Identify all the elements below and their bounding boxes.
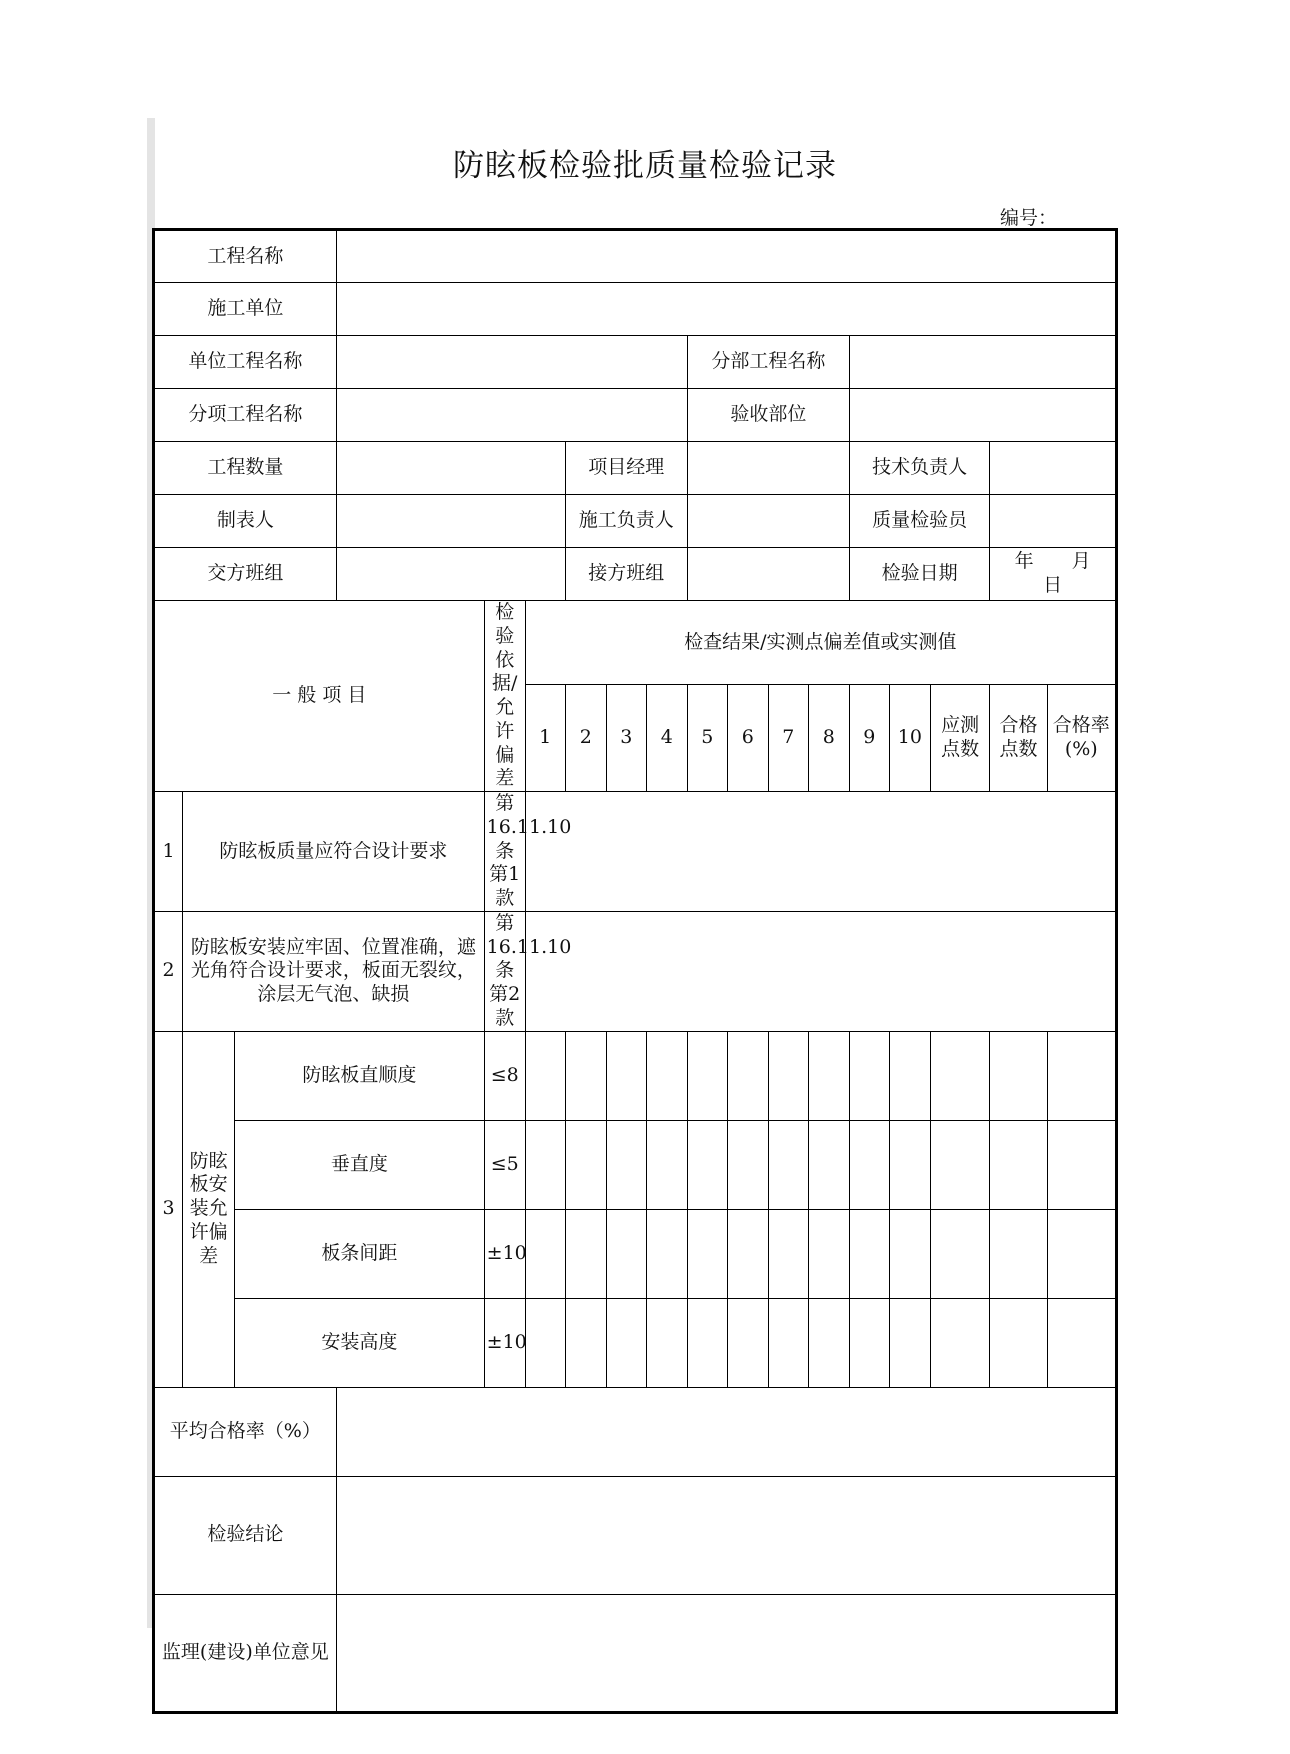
- deviation-item-name: 安装高度: [235, 1298, 485, 1387]
- measure-cell[interactable]: [687, 1298, 727, 1387]
- contractor-label: 施工单位: [154, 283, 337, 336]
- measure-cell[interactable]: [687, 1120, 727, 1209]
- measure-cell[interactable]: [525, 1031, 565, 1120]
- unit-project-field[interactable]: [336, 336, 687, 389]
- quantity-label: 工程数量: [154, 442, 337, 495]
- conclusion-label: 检验结论: [154, 1476, 337, 1594]
- item-number: 3: [154, 1031, 183, 1387]
- deviation-tolerance: ±10: [484, 1298, 525, 1387]
- measure-cell[interactable]: [808, 1209, 849, 1298]
- deviation-tolerance: ≤5: [484, 1120, 525, 1209]
- supervision-opinion-field[interactable]: [336, 1594, 1116, 1712]
- quality-inspector-field[interactable]: [990, 495, 1117, 548]
- item-basis: 第16.11.10条第2款: [484, 911, 525, 1031]
- measured-points-header: 应测点数: [930, 685, 989, 792]
- acceptance-part-field[interactable]: [849, 389, 1116, 442]
- item-number: 1: [154, 792, 183, 912]
- construction-lead-label: 施工负责人: [565, 495, 687, 548]
- project-name-label: 工程名称: [154, 230, 337, 283]
- measure-cell[interactable]: [646, 1298, 687, 1387]
- project-manager-label: 项目经理: [565, 442, 687, 495]
- preparer-field[interactable]: [336, 495, 565, 548]
- item-project-label: 分项工程名称: [154, 389, 337, 442]
- inspection-date-label: 检验日期: [849, 548, 989, 601]
- project-name-field[interactable]: [336, 230, 1116, 283]
- measure-cell[interactable]: [727, 1298, 768, 1387]
- receiving-team-label: 接方班组: [565, 548, 687, 601]
- deviation-item-name: 防眩板直顺度: [235, 1031, 485, 1120]
- inspection-date-field[interactable]: 年 月 日: [990, 548, 1117, 601]
- measure-cell[interactable]: [687, 1209, 727, 1298]
- measure-cell[interactable]: [849, 1298, 889, 1387]
- preparer-label: 制表人: [154, 495, 337, 548]
- results-header: 检查结果/实测点偏差值或实测值: [525, 601, 1116, 685]
- pass-rate-cell[interactable]: [1047, 1298, 1116, 1387]
- pass-rate-cell[interactable]: [1047, 1031, 1116, 1120]
- contractor-field[interactable]: [336, 283, 1116, 336]
- measure-cell[interactable]: [606, 1120, 646, 1209]
- qualified-points-cell[interactable]: [990, 1031, 1047, 1120]
- item-number: 2: [154, 911, 183, 1031]
- measure-cell[interactable]: [646, 1120, 687, 1209]
- item-basis: 第16.11.10条第1款: [484, 792, 525, 912]
- deviation-item-name: 板条间距: [235, 1209, 485, 1298]
- measure-cell[interactable]: [565, 1209, 606, 1298]
- avg-pass-rate-label: 平均合格率（%）: [154, 1387, 337, 1476]
- qualified-points-header: 合格点数: [990, 685, 1047, 792]
- general-items-header: 一 般 项 目: [154, 601, 485, 792]
- measure-cell[interactable]: [565, 1298, 606, 1387]
- measure-cell[interactable]: [768, 1209, 808, 1298]
- measure-cell[interactable]: [525, 1298, 565, 1387]
- point-header: 10: [889, 685, 930, 792]
- inspection-record-table: [152, 228, 1129, 1714]
- measure-cell[interactable]: [646, 1031, 687, 1120]
- acceptance-part-label: 验收部位: [687, 389, 849, 442]
- measure-cell[interactable]: [808, 1298, 849, 1387]
- point-header: 1: [525, 685, 565, 792]
- qualified-points-cell[interactable]: [990, 1120, 1047, 1209]
- measure-cell[interactable]: [889, 1031, 930, 1120]
- measure-cell[interactable]: [727, 1209, 768, 1298]
- project-manager-field[interactable]: [687, 442, 849, 495]
- point-header: 4: [646, 685, 687, 792]
- measure-cell[interactable]: [687, 1031, 727, 1120]
- measure-cell[interactable]: [565, 1031, 606, 1120]
- point-header: 7: [768, 685, 808, 792]
- measure-cell[interactable]: [525, 1120, 565, 1209]
- supervision-opinion-label: 监理(建设)单位意见: [154, 1594, 337, 1712]
- measured-points-cell[interactable]: [930, 1298, 989, 1387]
- document-number-label: 编号：: [1000, 207, 1058, 229]
- measure-cell[interactable]: [849, 1031, 889, 1120]
- measure-cell[interactable]: [727, 1120, 768, 1209]
- pass-rate-header: 合格率(%): [1047, 685, 1116, 792]
- measure-cell[interactable]: [525, 1209, 565, 1298]
- handover-team-label: 交方班组: [154, 548, 337, 601]
- measure-cell[interactable]: [889, 1120, 930, 1209]
- deviation-item-name: 垂直度: [235, 1120, 485, 1209]
- unit-project-label: 单位工程名称: [154, 336, 337, 389]
- measured-points-cell[interactable]: [930, 1031, 989, 1120]
- measure-cell[interactable]: [849, 1120, 889, 1209]
- deviation-tolerance: ±10: [484, 1209, 525, 1298]
- measure-cell[interactable]: [606, 1209, 646, 1298]
- measure-cell[interactable]: [889, 1209, 930, 1298]
- measure-cell[interactable]: [808, 1120, 849, 1209]
- measure-cell[interactable]: [889, 1298, 930, 1387]
- point-header: 6: [727, 685, 768, 792]
- measure-cell[interactable]: [849, 1209, 889, 1298]
- quality-inspector-label: 质量检验员: [849, 495, 989, 548]
- item-result-field[interactable]: [525, 911, 1116, 1031]
- item-description: 防眩板安装应牢固、位置准确，遮光角符合设计要求，板面无裂纹，涂层无气泡、缺损: [183, 911, 485, 1031]
- tech-lead-field[interactable]: [990, 442, 1117, 495]
- measure-cell[interactable]: [565, 1120, 606, 1209]
- point-header: 9: [849, 685, 889, 792]
- item-result-field[interactable]: [525, 792, 1116, 912]
- point-header: 2: [565, 685, 606, 792]
- point-header: 5: [687, 685, 727, 792]
- conclusion-field[interactable]: [336, 1476, 1116, 1594]
- pass-rate-cell[interactable]: [1047, 1209, 1116, 1298]
- measure-cell[interactable]: [768, 1298, 808, 1387]
- basis-header: 检验依据/允许偏差: [484, 601, 525, 792]
- item-project-field[interactable]: [336, 389, 687, 442]
- measure-cell[interactable]: [808, 1031, 849, 1120]
- measure-cell[interactable]: [606, 1298, 646, 1387]
- tech-lead-label: 技术负责人: [849, 442, 989, 495]
- measure-cell[interactable]: [646, 1209, 687, 1298]
- measured-points-cell[interactable]: [930, 1120, 989, 1209]
- qualified-points-cell[interactable]: [990, 1209, 1047, 1298]
- measure-cell[interactable]: [727, 1031, 768, 1120]
- page-title: 防眩板检验批质量检验记录: [453, 148, 837, 184]
- measure-cell[interactable]: [768, 1031, 808, 1120]
- point-header: 8: [808, 685, 849, 792]
- quantity-field[interactable]: [336, 442, 565, 495]
- pass-rate-cell[interactable]: [1047, 1120, 1116, 1209]
- handover-team-field[interactable]: [336, 548, 565, 601]
- avg-pass-rate-field[interactable]: [336, 1387, 1116, 1476]
- construction-lead-field[interactable]: [687, 495, 849, 548]
- measured-points-cell[interactable]: [930, 1209, 989, 1298]
- sub-project-field[interactable]: [849, 336, 1116, 389]
- sub-project-label: 分部工程名称: [687, 336, 849, 389]
- measure-cell[interactable]: [606, 1031, 646, 1120]
- deviation-group-label: 防眩板安装允许偏差: [183, 1031, 235, 1387]
- item-description: 防眩板质量应符合设计要求: [183, 792, 485, 912]
- receiving-team-field[interactable]: [687, 548, 849, 601]
- deviation-tolerance: ≤8: [484, 1031, 525, 1120]
- qualified-points-cell[interactable]: [990, 1298, 1047, 1387]
- point-header: 3: [606, 685, 646, 792]
- measure-cell[interactable]: [768, 1120, 808, 1209]
